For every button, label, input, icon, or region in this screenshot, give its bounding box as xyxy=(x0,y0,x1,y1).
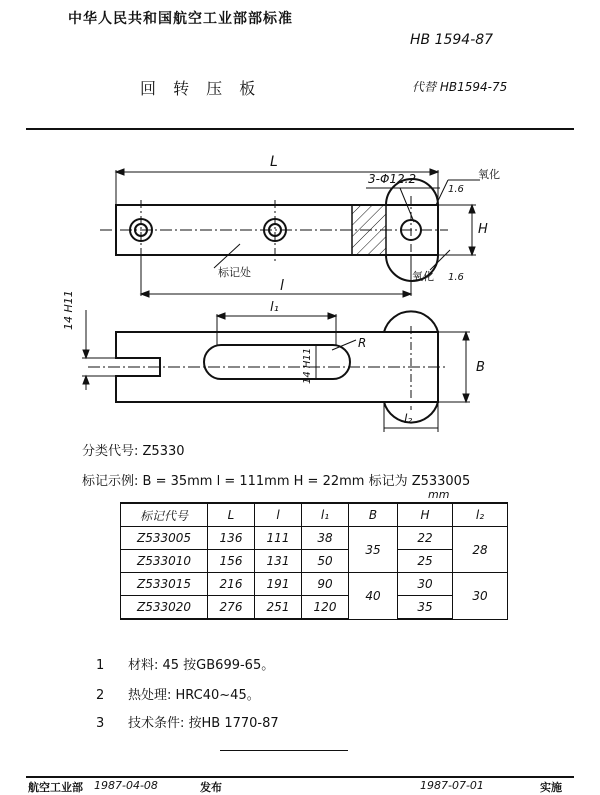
cell-code: Z533015 xyxy=(121,573,208,596)
table-row xyxy=(121,573,508,596)
table-row xyxy=(121,527,508,550)
radius-label: R xyxy=(358,336,367,350)
footer-rule xyxy=(26,776,574,778)
footer-impl-label: 实施 xyxy=(540,781,562,794)
note-text: 热处理: HRC40~45。 xyxy=(128,688,260,703)
cell-L: 156 xyxy=(208,550,255,573)
footer-issuer: 航空工业部 xyxy=(28,781,83,794)
dim-l1-label: l₁ xyxy=(270,300,279,315)
header-cell: L xyxy=(208,503,255,527)
dim-l2-label: l₂ xyxy=(404,412,413,426)
header-cell: l xyxy=(255,503,302,527)
cell-l: 191 xyxy=(255,573,302,596)
issuing-org: 中华人民共和国航空工业部部标准 xyxy=(68,11,293,27)
cell-L: 276 xyxy=(208,596,255,620)
cell-H: 25 xyxy=(398,550,453,573)
header-cell: H xyxy=(398,503,453,527)
note-item xyxy=(96,684,260,703)
dim-l-label: l xyxy=(280,278,284,294)
roughness-top: 1.6 xyxy=(448,184,464,195)
note-text: 材料: 45 按GB699-65。 xyxy=(128,658,275,673)
tol-slot-label: 14 H11 xyxy=(302,347,313,384)
note-number: 1 xyxy=(96,658,105,673)
table-header-row xyxy=(121,503,508,527)
cell-L: 136 xyxy=(208,527,255,550)
mark-place-label: 标记处 xyxy=(218,266,251,279)
cell-B: 35 xyxy=(349,527,398,573)
dim-B-label: B xyxy=(476,360,485,375)
oxide-bottom-label: 氧化 xyxy=(412,270,434,283)
notes-end-rule xyxy=(220,750,348,751)
note-number: 2 xyxy=(96,688,105,703)
cell-code: Z533005 xyxy=(121,527,208,550)
cell-l2: 30 xyxy=(453,573,508,620)
cell-l1: 120 xyxy=(302,596,349,620)
standard-number: HB 1594-87 xyxy=(410,32,494,48)
center-slot xyxy=(204,345,350,379)
classification-code: 分类代号: Z5330 xyxy=(82,444,185,459)
spec-table xyxy=(120,502,508,620)
footer-impl-date: 1987-07-01 xyxy=(420,779,484,792)
cell-code: Z533010 xyxy=(121,550,208,573)
roughness-bottom: 1.6 xyxy=(448,272,464,283)
cell-code: Z533020 xyxy=(121,596,208,620)
cell-B: 40 xyxy=(349,573,398,620)
cell-l: 111 xyxy=(255,527,302,550)
note-text: 技术条件: 按HB 1770-87 xyxy=(128,716,279,731)
footer-issue-label: 发布 xyxy=(200,781,222,794)
cell-l1: 38 xyxy=(302,527,349,550)
marking-example: 标记示例: B = 35mm l = 111mm H = 22mm 标记为 Z533005 xyxy=(82,474,471,489)
note-number: 3 xyxy=(96,716,105,731)
cell-l1: 50 xyxy=(302,550,349,573)
note-item xyxy=(96,654,274,673)
document-title: 回 转 压 板 xyxy=(140,79,262,98)
header-cell: l₁ xyxy=(302,503,349,527)
cell-H: 30 xyxy=(398,573,453,596)
unit-label: mm xyxy=(428,488,450,501)
note-item xyxy=(96,712,279,731)
dim-L-label: L xyxy=(270,154,278,170)
cell-H: 22 xyxy=(398,527,453,550)
header-cell: l₂ xyxy=(453,503,508,527)
cell-l1: 90 xyxy=(302,573,349,596)
tol-left-label: 14 H11 xyxy=(62,290,75,330)
cell-H: 35 xyxy=(398,596,453,620)
table-row xyxy=(121,550,508,573)
holes-label: 3-Φ12.2 xyxy=(368,172,417,186)
footer-issue-date: 1987-04-08 xyxy=(94,779,158,792)
dim-H-label: H xyxy=(478,222,488,237)
cell-l: 131 xyxy=(255,550,302,573)
oxide-top-label: 氧化 xyxy=(478,168,500,181)
cell-l2: 28 xyxy=(453,527,508,573)
replaces-standard: 代替 HB1594-75 xyxy=(412,80,508,94)
header-cell: B xyxy=(349,503,398,527)
cell-l: 251 xyxy=(255,596,302,620)
header-cell: 标记代号 xyxy=(121,503,208,527)
cell-L: 216 xyxy=(208,573,255,596)
table-row xyxy=(121,596,508,620)
